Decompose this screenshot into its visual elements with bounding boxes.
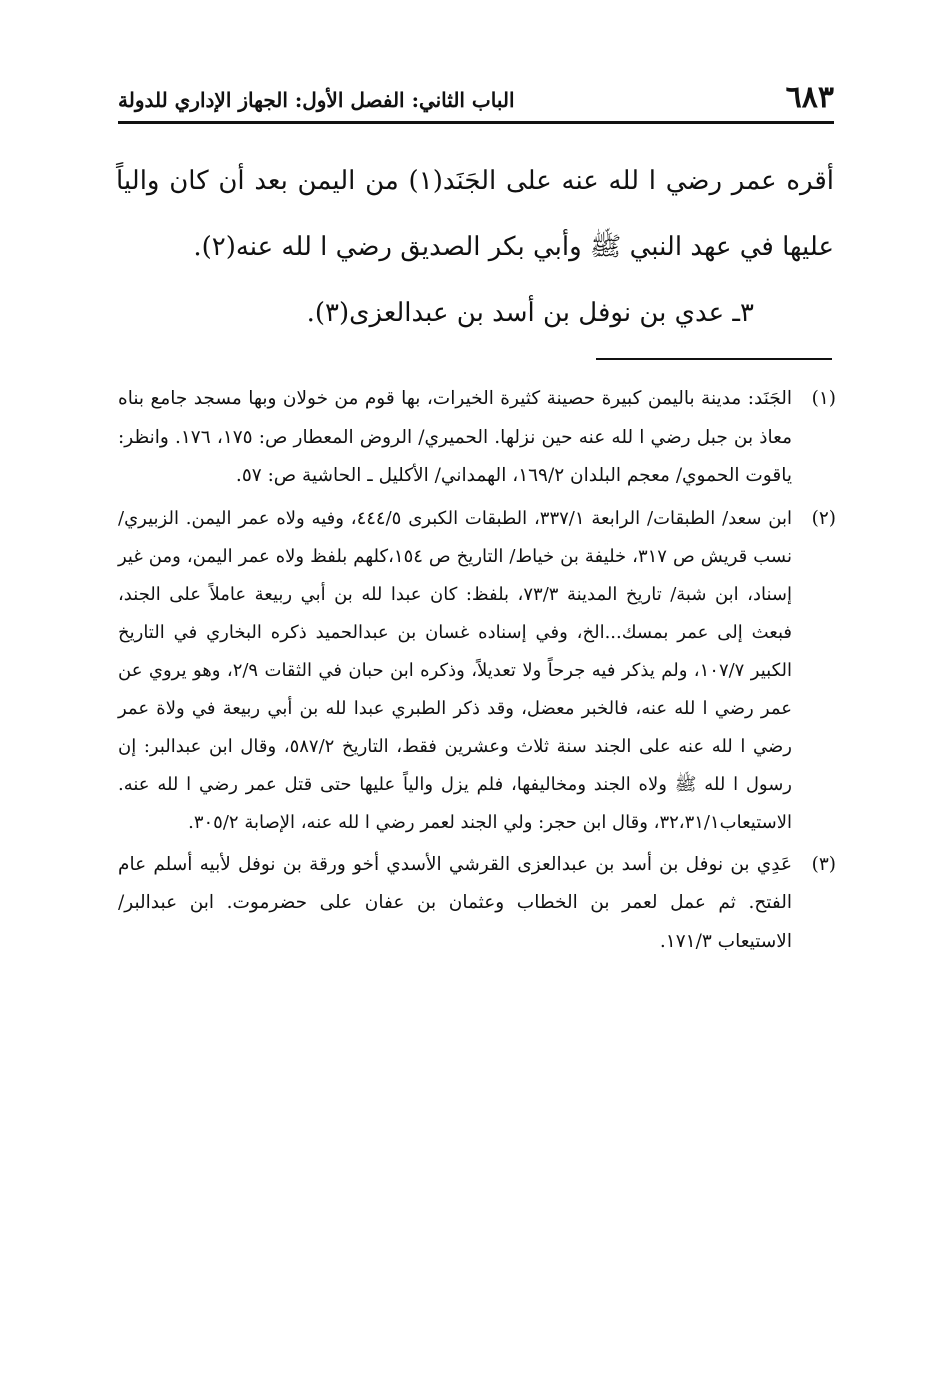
main-text: [116, 148, 834, 346]
footnote-number: (٢): [811, 507, 836, 529]
footnote-1: [118, 380, 836, 496]
page-number: ٦٨٣: [785, 80, 834, 115]
numbered-item-3: ٣ـ عدي بن نوفل بن أسد بن عبدالعزى(٣).: [306, 298, 754, 328]
footnote-2: [118, 500, 836, 842]
footnote-text: الجَنَد: مدينة باليمن كبيرة حصينة كثيرة الخيرات، بها قوم من خولان وبها مسجد جامع بناه معاذ بن جبل رضي ا لله عنه حين نزلها. الحميري/ الروض المعطار ص: ١٧٥، ١٧٦. وانظر: ياقوت الحموي/ معجم البلدان ١٦٩/٢، الهمداني/ الأكليل ـ الحاشية ص: ٥٧.: [118, 388, 792, 486]
footnotes: [118, 380, 836, 965]
page-header: [118, 80, 834, 124]
header-rule: [118, 121, 834, 124]
footnote-text: ابن سعد/ الطبقات/ الرابعة ٣٣٧/١، الطبقات الكبرى ٤٤٤/٥، وفيه ولاه عمر اليمن. الزبيري/ نسب قريش ص ٣١٧، خليفة بن خياط/ التاريخ ص ١٥٤،كلهم بلفظ ولاه عمر اليمن، ومن غير إسناد، ابن شبة/ تاريخ المدينة ٧٣/٣، بلفظ: كان عبدا لله بن أبي ربيعة عاملاً على الجند، فبعث إلى عمر بمسك...الخ، وفي إسناده غسان بن عبدالحميد ذكره البخاري في التاريخ الكبير ١٠٧/٧، ولم يذكر فيه جرحاً ولا تعديلاً، وذكره ابن حبان في الثقات ٢/٩، وهو يروي عن عمر رضي ا لله عنه، فالخبر معضل، وقد ذكر الطبري عبدا لله بن أبي ربيعة في ولاة عمر رضي ا لله عنه على الجند سنة ثلاث وعشرين فقط، التاريخ ٥٨٧/٢، وقال ابن عبدالبر: إن رسول ا لله ﷺ ولاه الجند ومخاليفها، فلم يزل والياً عليها حتى قتل عمر رضي ا لله عنه. الاستيعاب٣٢،٣١/١، وقال ابن حجر: ولي الجند لعمر رضي ا لله عنه، الإصابة ٣٠٥/٢.: [118, 507, 792, 833]
running-head: الباب الثاني: الفصل الأول: الجهاز الإداري للدولة: [118, 88, 515, 112]
footnote-text: عَدِي بن نوفل بن أسد بن عبدالعزى القرشي الأسدي أخو ورقة بن نوفل لأبيه أسلم عام الفتح. ثم عمل لعمر بن الخطاب وعثمان بن عفان على حضرموت. ابن عبدالبر/ الاستيعاب ١٧١/٣.: [118, 853, 792, 952]
body-paragraph: أقره عمر رضي ا لله عنه على الجَنَد(١) من اليمن بعد أن كان والياً عليها في عهد النبي ﷺ وأبي بكر الصديق رضي ا لله عنه(٢).: [116, 166, 835, 262]
footnote-separator: [596, 358, 832, 360]
footnote-number: (٣): [811, 853, 836, 875]
footnote-number: (١): [811, 388, 836, 409]
footnote-3: [118, 846, 836, 962]
